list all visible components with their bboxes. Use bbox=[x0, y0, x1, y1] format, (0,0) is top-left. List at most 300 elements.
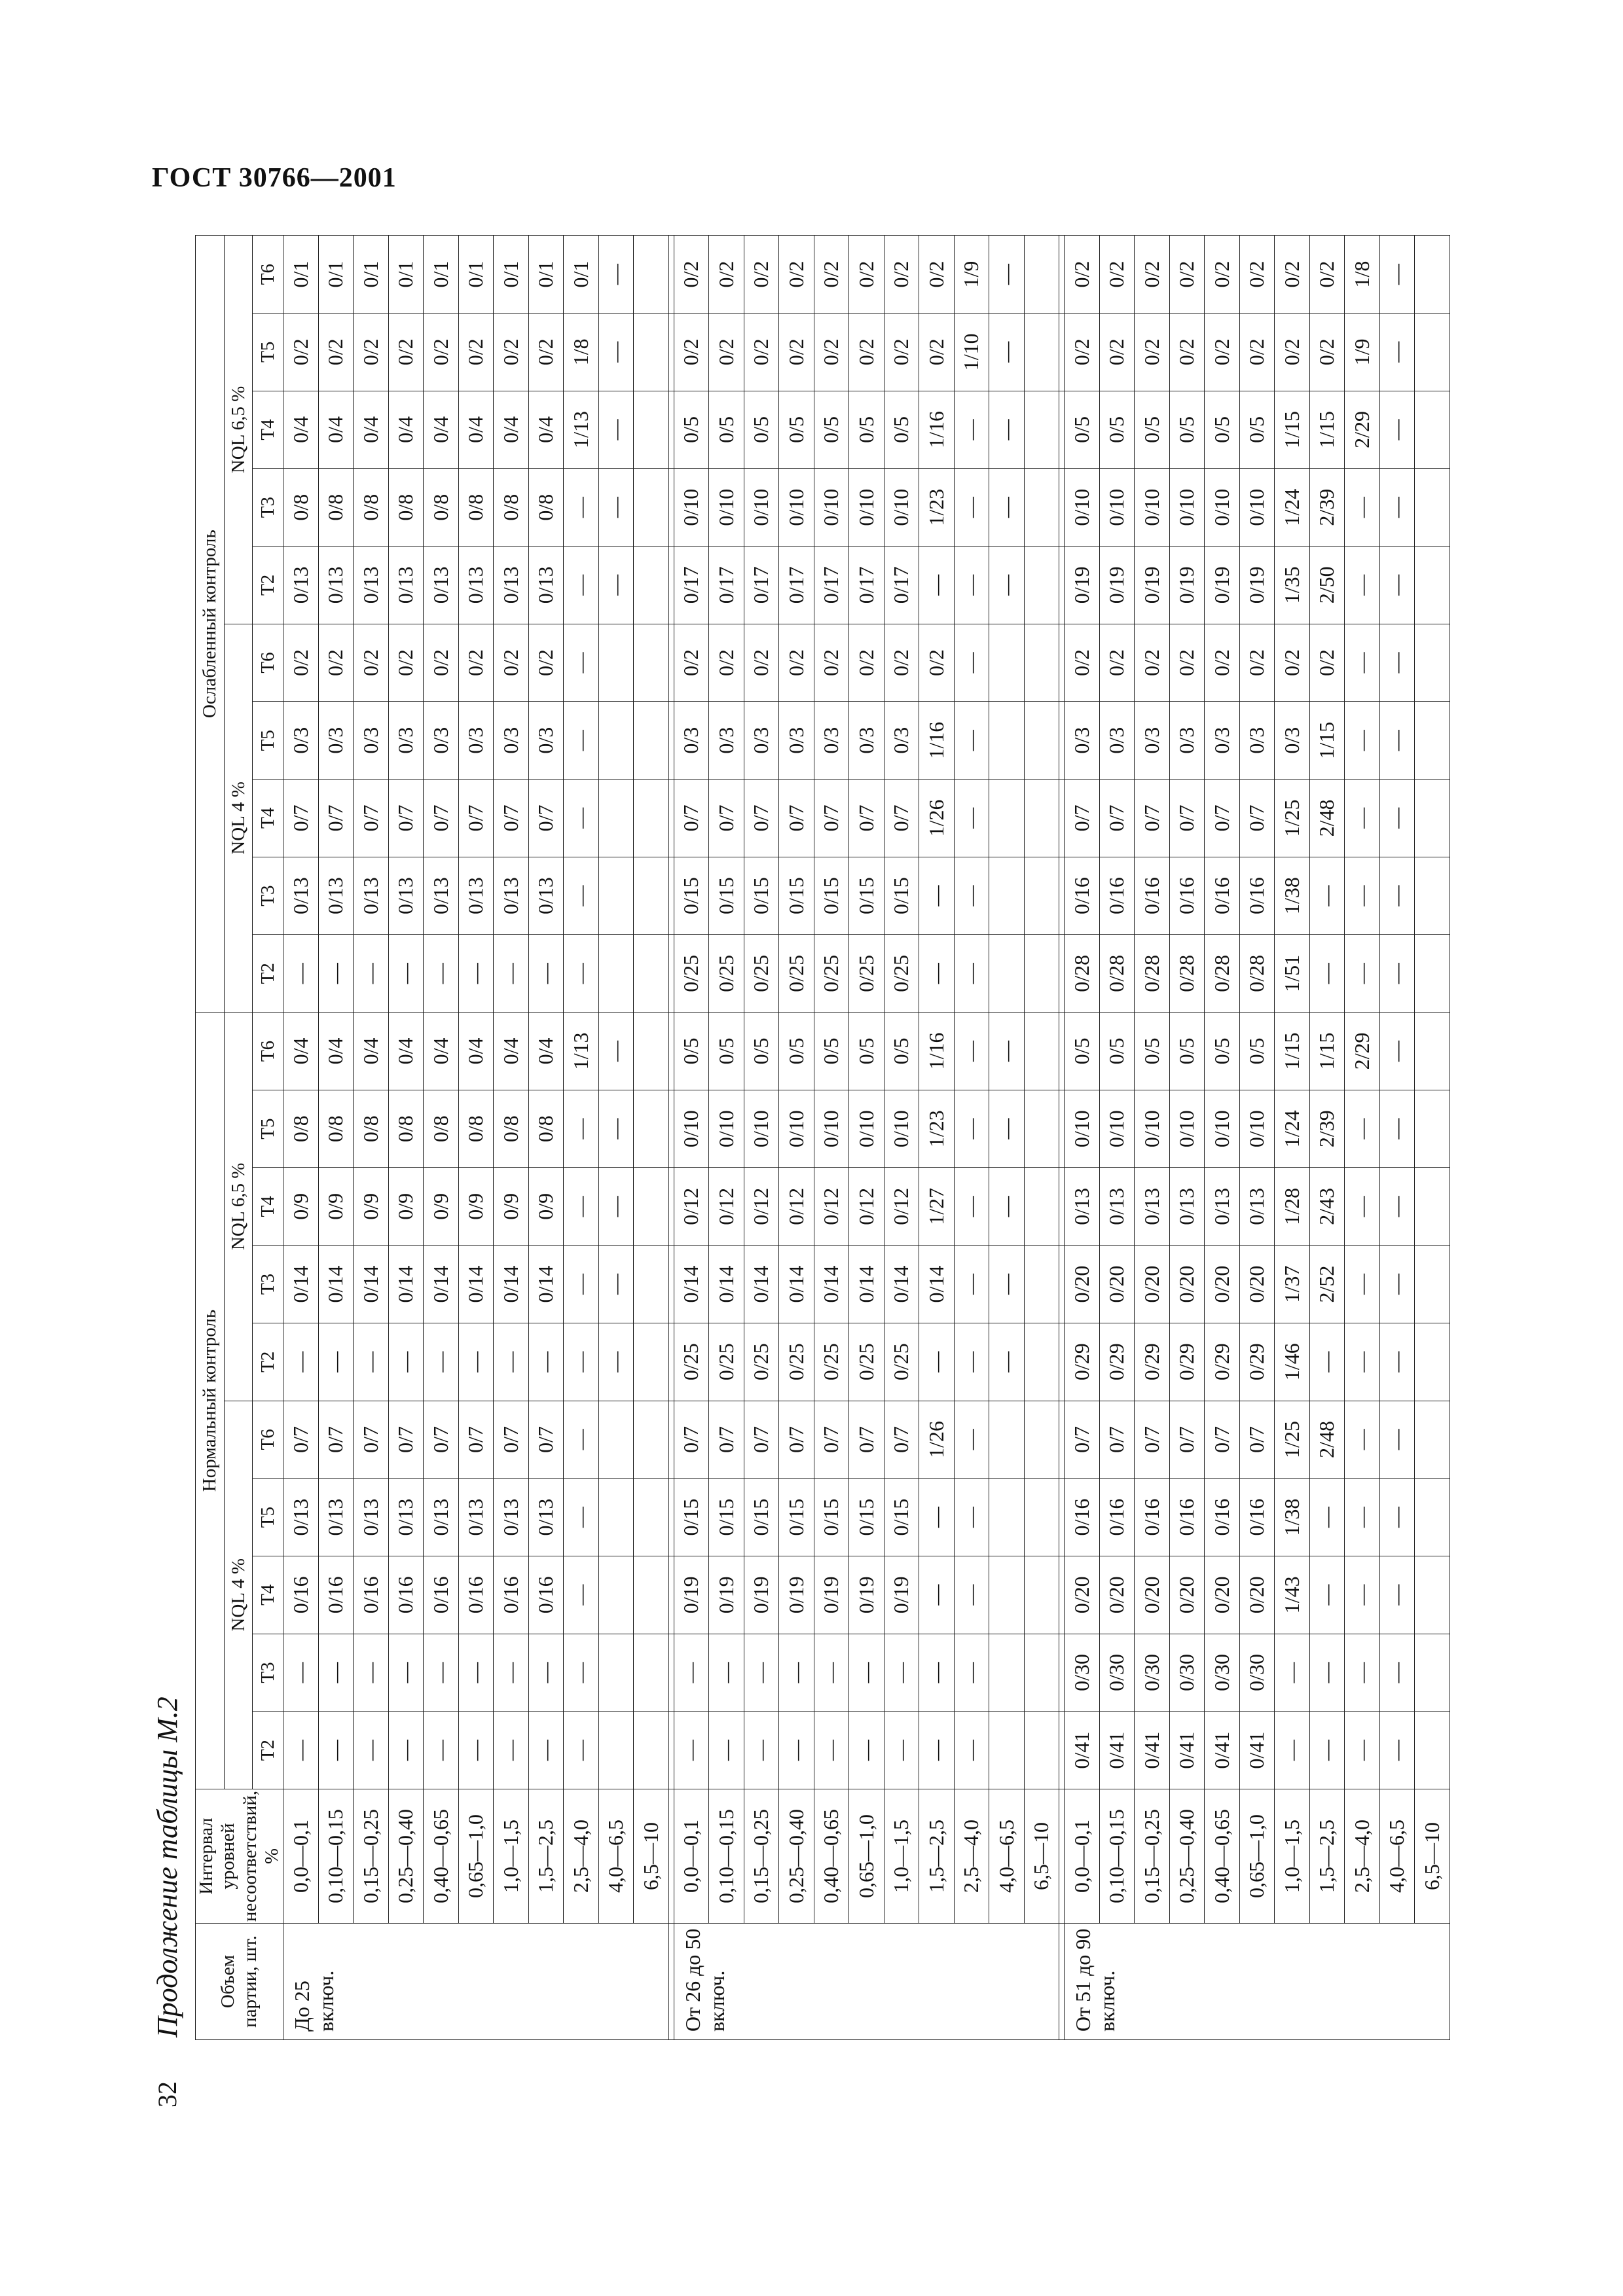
value-cell: 0/20 bbox=[1239, 1246, 1275, 1323]
value-cell bbox=[1415, 702, 1450, 780]
value-cell: 0/10 bbox=[1205, 1090, 1240, 1168]
value-cell: 0/3 bbox=[779, 702, 814, 780]
header-t-label: Т6 bbox=[253, 624, 283, 702]
value-cell: 0/28 bbox=[1135, 935, 1170, 1013]
header-lot-size: Объем партии, шт. bbox=[196, 1924, 283, 2040]
interval-cell: 1,0—1,5 bbox=[884, 1789, 919, 1924]
value-cell: 0/2 bbox=[354, 313, 389, 391]
value-cell: — bbox=[1379, 624, 1415, 702]
lot-size-cell: До 25 включ. bbox=[283, 1924, 669, 2040]
value-cell: 0/7 bbox=[1099, 780, 1135, 857]
value-cell: — bbox=[709, 1634, 744, 1712]
value-cell: 0/16 bbox=[1065, 857, 1100, 935]
value-cell: 0/14 bbox=[849, 1246, 884, 1323]
value-cell: 0/10 bbox=[674, 469, 709, 547]
separator-cell bbox=[668, 1556, 674, 1634]
value-cell: 0/7 bbox=[814, 1401, 849, 1479]
value-cell bbox=[1024, 313, 1059, 391]
value-cell: 0/2 bbox=[494, 313, 529, 391]
value-cell: 0/4 bbox=[494, 1013, 529, 1090]
value-cell: 0/14 bbox=[458, 1246, 494, 1323]
value-cell: — bbox=[1379, 1401, 1415, 1479]
value-cell: 0/14 bbox=[744, 1246, 779, 1323]
value-cell: 0/29 bbox=[1065, 1323, 1100, 1401]
value-cell: 0/10 bbox=[1065, 1090, 1100, 1168]
value-cell bbox=[1024, 624, 1059, 702]
interval-cell: 6,5—10 bbox=[634, 1789, 669, 1924]
value-cell: 0/2 bbox=[1309, 624, 1345, 702]
value-cell bbox=[634, 313, 669, 391]
value-cell: 0/3 bbox=[814, 702, 849, 780]
value-cell bbox=[1024, 1323, 1059, 1401]
header-t-label: Т2 bbox=[253, 1712, 283, 1789]
value-cell: 0/10 bbox=[1099, 1090, 1135, 1168]
value-cell: — bbox=[954, 547, 989, 624]
value-cell: 0/7 bbox=[709, 780, 744, 857]
value-cell: 0/7 bbox=[814, 780, 849, 857]
value-cell: 2/43 bbox=[1309, 1168, 1345, 1246]
value-cell: 0/7 bbox=[779, 1401, 814, 1479]
value-cell: — bbox=[1345, 1634, 1380, 1712]
value-cell: — bbox=[318, 1323, 354, 1401]
value-cell: — bbox=[989, 1013, 1025, 1090]
value-cell: 0/3 bbox=[458, 702, 494, 780]
header-t-label: Т3 bbox=[253, 857, 283, 935]
value-cell: 1/37 bbox=[1275, 1246, 1310, 1323]
value-cell: — bbox=[849, 1712, 884, 1789]
value-cell: — bbox=[779, 1712, 814, 1789]
separator-cell bbox=[668, 780, 674, 857]
value-cell: — bbox=[494, 1634, 529, 1712]
value-cell: — bbox=[954, 702, 989, 780]
value-cell: 1/16 bbox=[919, 1013, 955, 1090]
value-cell: — bbox=[494, 935, 529, 1013]
value-cell: — bbox=[388, 935, 424, 1013]
value-cell: 0/13 bbox=[1135, 1168, 1170, 1246]
value-cell: 0/2 bbox=[814, 624, 849, 702]
value-cell: 0/3 bbox=[424, 702, 459, 780]
value-cell: 0/9 bbox=[388, 1168, 424, 1246]
value-cell: 0/3 bbox=[388, 702, 424, 780]
value-cell: 2/39 bbox=[1309, 469, 1345, 547]
value-cell: — bbox=[954, 391, 989, 469]
value-cell: 1/24 bbox=[1275, 1090, 1310, 1168]
header-t-label: Т5 bbox=[253, 313, 283, 391]
value-cell: 0/25 bbox=[849, 1323, 884, 1401]
value-cell bbox=[634, 857, 669, 935]
table-row bbox=[1205, 236, 1240, 2040]
value-cell: 0/13 bbox=[388, 547, 424, 624]
value-cell: — bbox=[989, 1323, 1025, 1401]
interval-cell: 1,0—1,5 bbox=[494, 1789, 529, 1924]
value-cell: 0/5 bbox=[1205, 391, 1240, 469]
value-cell: 0/30 bbox=[1135, 1634, 1170, 1712]
value-cell: 1/26 bbox=[919, 780, 955, 857]
value-cell: 0/7 bbox=[1065, 1401, 1100, 1479]
value-cell: — bbox=[954, 1479, 989, 1556]
value-cell: 0/16 bbox=[1065, 1479, 1100, 1556]
value-cell: 0/17 bbox=[849, 547, 884, 624]
value-cell: 0/10 bbox=[814, 469, 849, 547]
value-cell: 0/10 bbox=[779, 469, 814, 547]
value-cell: 0/19 bbox=[1065, 547, 1100, 624]
value-cell: — bbox=[1379, 313, 1415, 391]
separator-cell bbox=[668, 391, 674, 469]
value-cell: 0/13 bbox=[388, 857, 424, 935]
value-cell bbox=[989, 935, 1025, 1013]
value-cell: — bbox=[564, 857, 599, 935]
separator-cell bbox=[668, 702, 674, 780]
value-cell: 0/7 bbox=[318, 1401, 354, 1479]
value-cell: 0/2 bbox=[1275, 313, 1310, 391]
value-cell: 1/23 bbox=[919, 469, 955, 547]
value-cell: — bbox=[1345, 780, 1380, 857]
value-cell bbox=[1415, 1401, 1450, 1479]
value-cell bbox=[989, 624, 1025, 702]
value-cell: 0/7 bbox=[1205, 1401, 1240, 1479]
value-cell: 0/7 bbox=[884, 780, 919, 857]
value-cell: 0/2 bbox=[849, 624, 884, 702]
value-cell: 0/2 bbox=[709, 236, 744, 314]
value-cell: 0/17 bbox=[814, 547, 849, 624]
value-cell: — bbox=[1379, 935, 1415, 1013]
value-cell: 1/28 bbox=[1275, 1168, 1310, 1246]
value-cell: 0/19 bbox=[884, 1556, 919, 1634]
value-cell: — bbox=[458, 1712, 494, 1789]
value-cell: — bbox=[424, 935, 459, 1013]
table-container bbox=[195, 235, 1450, 2040]
value-cell: 0/12 bbox=[779, 1168, 814, 1246]
value-cell: 1/8 bbox=[1345, 236, 1380, 314]
value-cell: — bbox=[564, 1401, 599, 1479]
value-cell: — bbox=[989, 1168, 1025, 1246]
header-t-label: Т6 bbox=[253, 236, 283, 314]
value-cell: 0/2 bbox=[1065, 313, 1100, 391]
value-cell bbox=[1024, 1168, 1059, 1246]
separator-cell bbox=[1059, 1556, 1065, 1634]
value-cell: 0/10 bbox=[744, 1090, 779, 1168]
value-cell: 0/25 bbox=[779, 935, 814, 1013]
value-cell: 0/7 bbox=[1099, 1401, 1135, 1479]
value-cell: 0/2 bbox=[919, 624, 955, 702]
value-cell: 0/4 bbox=[388, 391, 424, 469]
value-cell: — bbox=[884, 1634, 919, 1712]
interval-cell: 1,0—1,5 bbox=[1275, 1789, 1310, 1924]
value-cell bbox=[1415, 1246, 1450, 1323]
value-cell: 0/25 bbox=[884, 1323, 919, 1401]
value-cell: 0/1 bbox=[458, 236, 494, 314]
value-cell: 0/7 bbox=[318, 780, 354, 857]
value-cell: 0/16 bbox=[318, 1556, 354, 1634]
table-row bbox=[1065, 236, 1100, 2040]
value-cell: 0/2 bbox=[318, 313, 354, 391]
value-cell: 1/51 bbox=[1275, 935, 1310, 1013]
value-cell: 0/2 bbox=[424, 624, 459, 702]
value-cell: — bbox=[1345, 1168, 1380, 1246]
value-cell: 0/7 bbox=[1065, 780, 1100, 857]
value-cell: — bbox=[1379, 1168, 1415, 1246]
value-cell bbox=[634, 1634, 669, 1712]
value-cell: 0/14 bbox=[884, 1246, 919, 1323]
value-cell: 0/8 bbox=[388, 469, 424, 547]
value-cell: 1/38 bbox=[1275, 1479, 1310, 1556]
value-cell: 0/10 bbox=[1239, 1090, 1275, 1168]
value-cell: 1/16 bbox=[919, 702, 955, 780]
value-cell: 0/2 bbox=[1205, 236, 1240, 314]
value-cell: 0/16 bbox=[1135, 857, 1170, 935]
value-cell: 0/2 bbox=[849, 313, 884, 391]
value-cell bbox=[1415, 1634, 1450, 1712]
header-normal-control: Нормальный контроль bbox=[196, 1013, 225, 1789]
header-normal-nql65: NQL 6,5 % bbox=[224, 1013, 253, 1401]
value-cell: — bbox=[1379, 1013, 1415, 1090]
value-cell bbox=[634, 1246, 669, 1323]
value-cell: 0/41 bbox=[1135, 1712, 1170, 1789]
value-cell: 0/7 bbox=[1135, 1401, 1170, 1479]
value-cell: — bbox=[1275, 1634, 1310, 1712]
interval-cell: 0,40—0,65 bbox=[814, 1789, 849, 1924]
value-cell: 0/16 bbox=[458, 1556, 494, 1634]
value-cell: 0/13 bbox=[354, 857, 389, 935]
value-cell: 0/16 bbox=[1205, 1479, 1240, 1556]
value-cell: 0/2 bbox=[458, 624, 494, 702]
value-cell bbox=[1415, 1479, 1450, 1556]
value-cell: 0/7 bbox=[424, 1401, 459, 1479]
value-cell bbox=[989, 1401, 1025, 1479]
value-cell: 0/28 bbox=[1065, 935, 1100, 1013]
value-cell: 0/8 bbox=[354, 1090, 389, 1168]
value-cell: 0/1 bbox=[424, 236, 459, 314]
value-cell: 0/19 bbox=[1205, 547, 1240, 624]
table-row bbox=[458, 236, 494, 2040]
value-cell: 0/25 bbox=[744, 1323, 779, 1401]
value-cell: 0/13 bbox=[424, 857, 459, 935]
value-cell: — bbox=[564, 702, 599, 780]
value-cell: 0/14 bbox=[283, 1246, 319, 1323]
table-row bbox=[528, 236, 564, 2040]
value-cell: 0/17 bbox=[779, 547, 814, 624]
header-t-label: Т3 bbox=[253, 469, 283, 547]
value-cell: — bbox=[354, 935, 389, 1013]
value-cell: 0/7 bbox=[1135, 780, 1170, 857]
table-row bbox=[1169, 236, 1205, 2040]
value-cell: 0/7 bbox=[1169, 780, 1205, 857]
value-cell: 1/9 bbox=[954, 236, 989, 314]
value-cell bbox=[1024, 1246, 1059, 1323]
value-cell: 0/19 bbox=[744, 1556, 779, 1634]
value-cell: — bbox=[989, 1090, 1025, 1168]
separator-cell bbox=[1059, 1479, 1065, 1556]
value-cell: 0/1 bbox=[318, 236, 354, 314]
value-cell: 0/8 bbox=[318, 1090, 354, 1168]
value-cell: 0/14 bbox=[814, 1246, 849, 1323]
value-cell: 0/28 bbox=[1205, 935, 1240, 1013]
value-cell: — bbox=[989, 391, 1025, 469]
value-cell: 0/12 bbox=[884, 1168, 919, 1246]
value-cell: 1/15 bbox=[1309, 391, 1345, 469]
value-cell: 0/13 bbox=[283, 857, 319, 935]
value-cell: — bbox=[1379, 547, 1415, 624]
value-cell: 0/2 bbox=[318, 624, 354, 702]
value-cell: 0/15 bbox=[849, 1479, 884, 1556]
separator-cell bbox=[668, 547, 674, 624]
value-cell: — bbox=[564, 1090, 599, 1168]
value-cell: 0/12 bbox=[849, 1168, 884, 1246]
value-cell: — bbox=[919, 1712, 955, 1789]
value-cell: 0/20 bbox=[1239, 1556, 1275, 1634]
value-cell bbox=[1415, 1090, 1450, 1168]
value-cell: 0/15 bbox=[674, 857, 709, 935]
value-cell: 0/30 bbox=[1205, 1634, 1240, 1712]
value-cell: 2/48 bbox=[1309, 780, 1345, 857]
value-cell: 0/5 bbox=[814, 1013, 849, 1090]
value-cell: — bbox=[989, 313, 1025, 391]
value-cell: 0/7 bbox=[458, 780, 494, 857]
value-cell: — bbox=[1345, 1556, 1380, 1634]
value-cell: 0/8 bbox=[354, 469, 389, 547]
value-cell: 0/41 bbox=[1239, 1712, 1275, 1789]
value-cell: 0/19 bbox=[1169, 547, 1205, 624]
value-cell: 0/5 bbox=[849, 1013, 884, 1090]
value-cell: 0/10 bbox=[779, 1090, 814, 1168]
value-cell: 0/2 bbox=[1169, 236, 1205, 314]
value-cell: — bbox=[564, 1556, 599, 1634]
value-cell: 0/3 bbox=[318, 702, 354, 780]
header-t-label: Т4 bbox=[253, 780, 283, 857]
value-cell bbox=[634, 1090, 669, 1168]
separator-cell bbox=[1059, 935, 1065, 1013]
value-cell: 1/46 bbox=[1275, 1323, 1310, 1401]
value-cell: — bbox=[1345, 935, 1380, 1013]
value-cell bbox=[989, 1556, 1025, 1634]
value-cell: 0/5 bbox=[1239, 1013, 1275, 1090]
value-cell: 0/5 bbox=[1099, 1013, 1135, 1090]
value-cell: — bbox=[954, 1168, 989, 1246]
value-cell bbox=[634, 1712, 669, 1789]
value-cell: 0/7 bbox=[494, 1401, 529, 1479]
value-cell: 0/3 bbox=[1135, 702, 1170, 780]
header-t-label: Т6 bbox=[253, 1013, 283, 1090]
value-cell: 0/4 bbox=[283, 1013, 319, 1090]
value-cell bbox=[989, 1479, 1025, 1556]
value-cell: — bbox=[1379, 1246, 1415, 1323]
value-cell bbox=[1024, 1401, 1059, 1479]
table-row bbox=[919, 236, 955, 2040]
separator-cell bbox=[668, 624, 674, 702]
separator-cell bbox=[1059, 313, 1065, 391]
value-cell: — bbox=[528, 1634, 564, 1712]
value-cell bbox=[598, 624, 634, 702]
value-cell: 0/2 bbox=[1099, 236, 1135, 314]
interval-cell: 0,15—0,25 bbox=[1135, 1789, 1170, 1924]
value-cell: 0/16 bbox=[354, 1556, 389, 1634]
value-cell: 0/2 bbox=[1135, 313, 1170, 391]
value-cell: 0/4 bbox=[388, 1013, 424, 1090]
value-cell: — bbox=[598, 1013, 634, 1090]
value-cell: 0/12 bbox=[709, 1168, 744, 1246]
table-caption: Продолжение таблицы М.2 bbox=[151, 1696, 183, 2037]
value-cell: 0/20 bbox=[1169, 1556, 1205, 1634]
value-cell: — bbox=[598, 1323, 634, 1401]
document-title: ГОСТ 30766—2001 bbox=[152, 163, 397, 193]
value-cell: — bbox=[1345, 547, 1380, 624]
value-cell: 0/13 bbox=[283, 547, 319, 624]
interval-cell: 0,0—0,1 bbox=[674, 1789, 709, 1924]
value-cell bbox=[598, 935, 634, 1013]
value-cell: 0/5 bbox=[884, 1013, 919, 1090]
value-cell: 0/4 bbox=[318, 391, 354, 469]
value-cell: 0/7 bbox=[1169, 1401, 1205, 1479]
value-cell: 0/2 bbox=[528, 624, 564, 702]
value-cell: 0/15 bbox=[744, 1479, 779, 1556]
interval-cell: 0,40—0,65 bbox=[1205, 1789, 1240, 1924]
value-cell: 0/9 bbox=[494, 1168, 529, 1246]
value-cell: 0/1 bbox=[283, 236, 319, 314]
value-cell: 0/15 bbox=[849, 857, 884, 935]
value-cell: 0/2 bbox=[1239, 236, 1275, 314]
value-cell: — bbox=[1345, 1246, 1380, 1323]
value-cell: 0/5 bbox=[1169, 391, 1205, 469]
value-cell: 0/15 bbox=[744, 857, 779, 935]
value-cell: 0/7 bbox=[388, 1401, 424, 1479]
separator-cell bbox=[668, 935, 674, 1013]
value-cell: 0/5 bbox=[674, 1013, 709, 1090]
value-cell: 0/5 bbox=[814, 391, 849, 469]
value-cell: 0/7 bbox=[884, 1401, 919, 1479]
value-cell: 0/19 bbox=[1135, 547, 1170, 624]
value-cell bbox=[989, 1634, 1025, 1712]
value-cell: — bbox=[884, 1712, 919, 1789]
separator-cell bbox=[1059, 1712, 1065, 1789]
value-cell: 0/16 bbox=[1239, 857, 1275, 935]
value-cell: — bbox=[709, 1712, 744, 1789]
value-cell bbox=[1024, 702, 1059, 780]
value-cell: 0/25 bbox=[814, 935, 849, 1013]
interval-cell: 0,65—1,0 bbox=[849, 1789, 884, 1924]
value-cell: 0/9 bbox=[424, 1168, 459, 1246]
value-cell: 0/13 bbox=[1065, 1168, 1100, 1246]
value-cell: — bbox=[954, 469, 989, 547]
value-cell: 0/20 bbox=[1065, 1246, 1100, 1323]
value-cell: 1/8 bbox=[564, 313, 599, 391]
value-cell: 0/8 bbox=[494, 1090, 529, 1168]
value-cell: — bbox=[989, 547, 1025, 624]
interval-cell: 4,0—6,5 bbox=[1379, 1789, 1415, 1924]
value-cell: 0/3 bbox=[1239, 702, 1275, 780]
value-cell: 0/14 bbox=[709, 1246, 744, 1323]
value-cell: 0/20 bbox=[1169, 1246, 1205, 1323]
value-cell bbox=[598, 780, 634, 857]
value-cell: 0/13 bbox=[458, 547, 494, 624]
value-cell: 0/4 bbox=[528, 1013, 564, 1090]
value-cell: — bbox=[1309, 857, 1345, 935]
value-cell bbox=[598, 1401, 634, 1479]
value-cell: 0/2 bbox=[1239, 624, 1275, 702]
value-cell: 0/3 bbox=[1275, 702, 1310, 780]
value-cell: 0/41 bbox=[1205, 1712, 1240, 1789]
header-t-label: Т5 bbox=[253, 1090, 283, 1168]
value-cell: 0/17 bbox=[709, 547, 744, 624]
value-cell: — bbox=[1345, 857, 1380, 935]
interval-cell: 0,10—0,15 bbox=[709, 1789, 744, 1924]
value-cell: 1/26 bbox=[919, 1401, 955, 1479]
value-cell: 0/16 bbox=[1099, 1479, 1135, 1556]
separator-cell bbox=[1059, 1323, 1065, 1401]
value-cell: 0/7 bbox=[528, 780, 564, 857]
value-cell: 0/13 bbox=[458, 1479, 494, 1556]
value-cell: 0/3 bbox=[1205, 702, 1240, 780]
value-cell: 0/41 bbox=[1065, 1712, 1100, 1789]
